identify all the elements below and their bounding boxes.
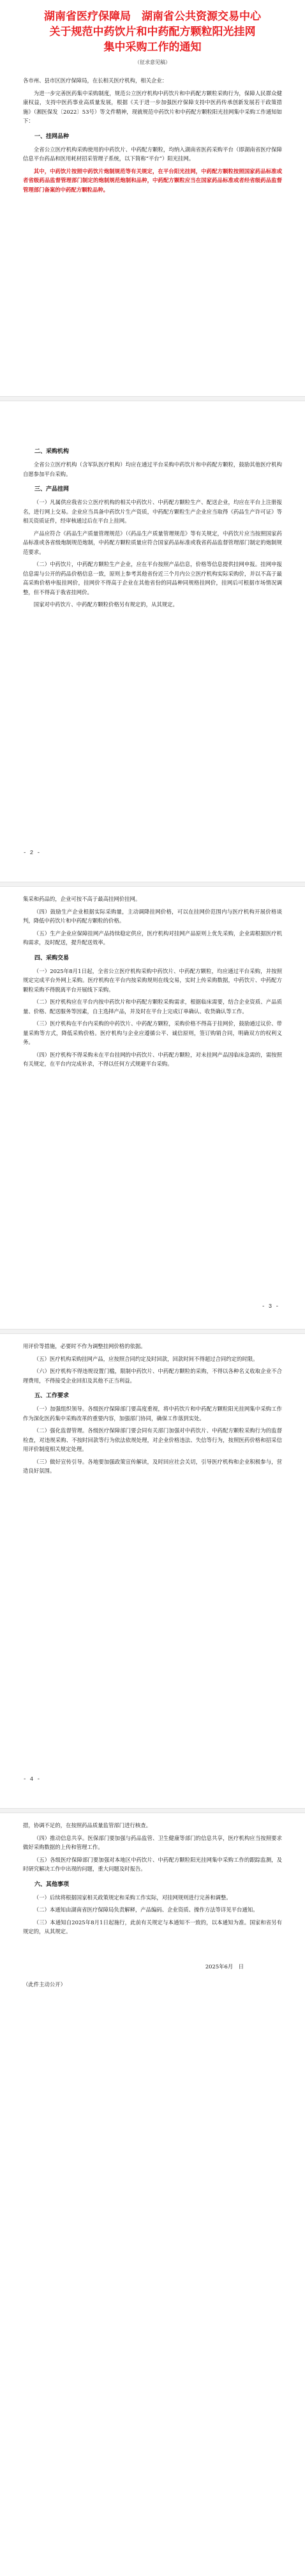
page-separator	[0, 1329, 305, 1334]
section-3-paragraph-3: （二）中药饮片，中药配方颗粒生产企业，应在平台按照产品信息，价格等信息提供挂网申报。挂网申报信息需与公开的药品价格信息一致，原则上参考其他省份近三个月内公立医疗机构实际采购价，并以不高于最高采购价格申报挂网价，挂网价不得高于企业在其他省份的同品种同规格挂网价，挂网后可根据市场情况调整，但不得高于我省挂网价。	[23, 561, 282, 595]
page-3-paragraph-1: （四）鼓励生产企业根据实际采购量，主动调降挂网价格，可以在挂网价范围内与医疗机构开展价格谈判，降低中药饮片和中药配方颗粒的价格。	[23, 908, 282, 924]
page-1	[0, 9, 305, 197]
section-1-highlight-paragraph: 其中，中药饮片按照中药饮片炮制规范等有关规定，在平台阳光挂网，中药配方颗粒按照国家药品标准或者省级药品监督管理部门制定的炮制规范炮制和品种，中药配方颗粒应当在国家药品标准或者经省级药品监督管理部门备案的中药配方颗粒品种。	[23, 167, 282, 193]
signoff-date: 2025年6月 日	[205, 1963, 244, 1970]
page-5-paragraph-2: （五）各级医疗保障部门要加强对本地区中药饮片、中药配方颗粒阳光挂网集中采购工作的跟踪监测，及时研究解决工作中出现的问题，重大问题及时报告。	[23, 1856, 282, 1872]
section-4-paragraph-3: （三）医疗机构在平台内采购的中药饮片、中药配方颗粒，采购价格不得高于挂网价，鼓励通过议价、带量采购等方式，降低采购价格。医疗机构与企业应遵循公平、诚信原则，签订购销合同，明确双方的权利义务。	[23, 1020, 282, 1045]
intro-paragraph: 为进一步完善医药集中采购制度，规范公立医疗机构中药饮片和中药配方颗粒采购行为，保障人民群众健康权益，支持中医药事业高质量发展，根据《关于进一步加强医疗保障支持中医药传承创新发展若干政策措施》（湘医保发〔2022〕53号）等文件精神，现就规范中药饮片和中药配方颗粒阳光挂网集中采购工作通知如下：	[23, 89, 282, 124]
page-separator	[0, 396, 305, 401]
footer-note: （此件主动公开）	[23, 1981, 66, 1988]
page-5-continuation: 措，协调不足的，在按照药品质量监管部门进行核查。	[23, 1822, 151, 1828]
page-number-4: - 4 -	[23, 1776, 41, 1782]
section-5-paragraph-2: （二）强化监督管理。各级医疗保障部门要会同有关部门加强对中药饮片、中药配方颗粒采购行为的监督检查，对违规采购、不按时回款等行为依法依规处理，对企业价格违法、失信等行为，按照医药价格和招采信用评价制度相关规定处理。	[23, 1427, 282, 1452]
section-heading-2: 二、采购机构	[34, 448, 70, 455]
page-3-continuation: 集采和药品的，企业可按不高于最高挂网价挂网。	[23, 896, 141, 902]
page-separator	[0, 1808, 305, 1813]
section-6-paragraph-3: （三）本通知自2025年8月1日起施行，此前有关规定与本通知不一致的，以本通知为准。国家和省另有规定的，从其规定。	[23, 1919, 282, 1935]
doc-title-line-1: 湖南省医疗保障局 湖南省公共资源交易中心	[44, 10, 261, 23]
section-4-paragraph-2: （二）医疗机构应在平台内按中药饮片和中药配方颗粒采购需求，根据临床需要，结合企业资质、产品质量、价格、配送服务等因素，自主选择产品，并及时在平台上完成订单确认、收货确认等工作。	[23, 999, 282, 1015]
section-5-paragraph-3: （三）做好宣传引导。各地要加强政策宣传解读，及时回应社会关切，引导医疗机构和企业积极参与，营造良好氛围。	[23, 1458, 282, 1474]
section-2-paragraph-1: 全省公立医疗机构（含军队医疗机构）均应在通过平台采购中药饮片和中药配方颗粒，鼓励其他医疗机构自愿参加平台采购。	[23, 461, 282, 477]
section-4-paragraph-1: （一）2025年8月1日起，全省公立医疗机构采购中药饮片、中药配方颗粒，均应通过平台采购，并按照规定完成平台外网上采购。医疗机构在平台内按采购规则在线交易，实时上传采购数据，中药饮片、中药配方颗粒采购不得脱离平台开展线下采购。	[23, 967, 282, 993]
section-6-paragraph-1: （一）后续将根据国家相关政策规定和采购工作实际，对挂网规则进行完善和调整。	[33, 1894, 232, 1901]
section-heading-4: 四、采购交易	[34, 954, 70, 962]
page-number-2: - 2 -	[23, 850, 41, 856]
page-5-paragraph-1: （四）推动信息共享。医保部门要加强与药品监管、卫生健康等部门的信息共享，医疗机构应当按照要求做好采购数据的上传和管理工作。	[23, 1834, 282, 1850]
page-4-paragraph-1: （五）医疗机构采购挂网产品，应按照合同约定及时回款，回款时间不得超过合同约定的时限。	[33, 1355, 258, 1362]
section-6-paragraph-2: （二）本通知由湖南省医疗保障局负责解释，产品编码、企业资质、操作方法等详见平台通知。	[33, 1906, 258, 1913]
page-4-paragraph-2: （六）医疗机构不得违规设置门槛，限制中药饮片、中药配方颗粒的采购，不得以各种名义收取企业不合理费用，不得接受企业回扣及其他不正当利益。	[23, 1368, 282, 1384]
section-heading-6: 六、其他事项	[34, 1881, 70, 1888]
page-2	[0, 441, 305, 613]
page-separator	[0, 882, 305, 887]
page-3	[0, 894, 305, 1072]
section-3-paragraph-2: 产品应符合《药品生产质量管理规范》（《药品生产质量管理规范》等有关规定，中药饮片应当按照国家药品标准或各省级炮制规范炮制，中药配方颗粒质量应符合国家药品标准或我省药品监督管理部门制定的炮制规范要求。	[23, 530, 282, 555]
doc-subtitle: （征求意见稿）	[135, 59, 170, 65]
doc-title-line-2: 关于规范中药饮片和中药配方颗粒阳光挂网	[49, 26, 256, 38]
page-3-paragraph-2: （五）生产企业应保障挂网产品持续稳定供应，医疗机构对挂网产品原则上优先采购，企业需根据医疗机构需求，及时配送，提升配送效率。	[23, 930, 282, 946]
section-heading-1: 一、挂网品种	[34, 133, 70, 140]
section-5-paragraph-1: （一）加强组织领导。各级医疗保障部门要高度重视，将中药饮片和中药配方颗粒阳光挂网集中采购工作作为深化医药集中采购改革的重要内容，加强部门协同，确保工作落到实处。	[23, 1406, 282, 1422]
section-3-paragraph-4: 国家对中药饮片、中药配方颗粒价格另有规定的，从其规定。	[33, 601, 178, 608]
doc-title-line-3: 集中采购工作的通知	[103, 41, 202, 54]
section-3-paragraph-1: （一）凡属供应我省公立医疗机构的相关中药饮片、中药配方颗粒生产、配送企业，均应在平台上注册报名，进行网上交易。企业应当具备中药饮片生产资质，中药配方颗粒生产企业应当取得《药品生产许可证》等相关资质证件，经审核通过后在平台上挂网。	[23, 499, 282, 524]
page-number-3: - 3 -	[262, 1303, 279, 1310]
section-1-paragraph-1: 全省公立医疗机构采购使用的中药饮片、中药配方颗粒，均纳入湖南省医药采购平台（即湖南省医疗保障信息平台药品和医用耗材招采管理子系统，以下简称“平台”）阳光挂网。	[23, 146, 282, 162]
section-4-paragraph-4: （四）医疗机构不得采购未在平台挂网的中药饮片、中药配方颗粒，对未挂网产品因临床急需的，需按照有关规定，在平台内完成补录，不得以任何方式规避平台采购。	[23, 1051, 282, 1067]
section-heading-3: 三、产品挂网	[34, 486, 70, 493]
page-5	[0, 1821, 305, 1993]
salutation: 各市州、县市区医疗保障局，在长相关医疗机构，相关企业：	[23, 77, 168, 84]
page-4	[0, 1342, 305, 1479]
section-heading-5: 五、工作要求	[34, 1393, 70, 1399]
page-4-continuation: 用评价等措施，必要时不作为调整挂网价格的依据。	[23, 1343, 146, 1349]
